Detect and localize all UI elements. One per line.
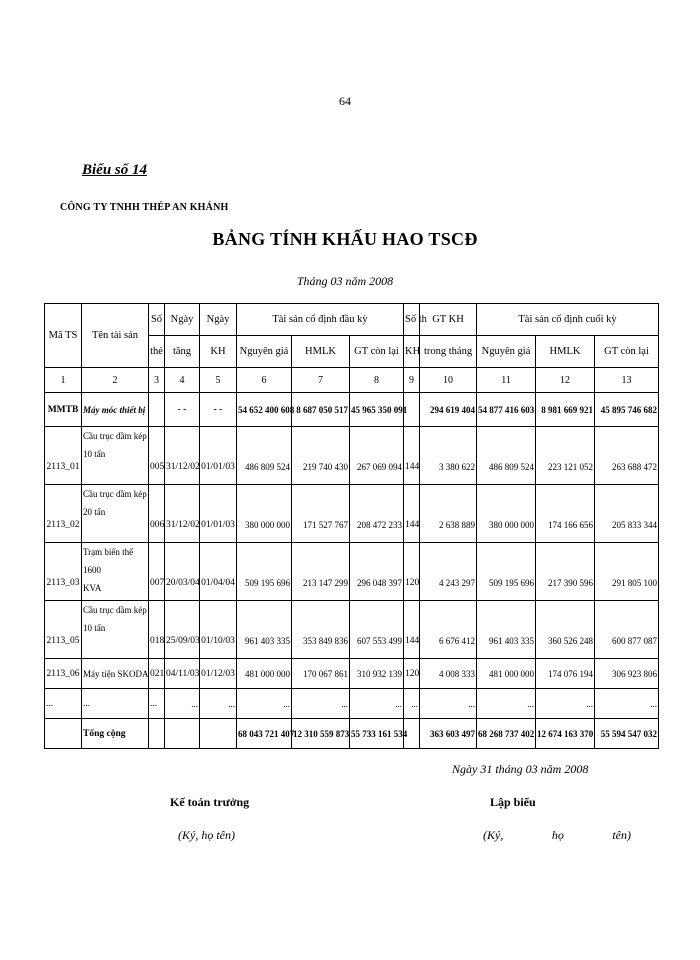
asset-name <box>82 485 149 543</box>
asset-name <box>82 543 149 601</box>
report-title: BẢNG TÍNH KHẤU HAO TSCĐ <box>212 229 478 249</box>
opening-accum-dep: 170 067 861 <box>292 659 350 689</box>
table-row <box>45 659 659 689</box>
column-index: 3 <box>149 368 165 393</box>
column-index: 12 <box>536 368 595 393</box>
total-opening-cost: 68 043 721 407 <box>237 719 292 749</box>
increase-date: 25/09/03 <box>165 601 200 659</box>
opening-accum-dep: 8 687 050 517 <box>292 393 350 427</box>
opening-net-value: 310 932 139 <box>350 659 404 689</box>
depreciation-table-container <box>44 303 658 749</box>
asset-code <box>45 719 82 749</box>
header-opening-assets: Tài sản cố định đầu kỳ <box>237 304 404 336</box>
header-increase-date-bottom: tăng <box>165 336 200 368</box>
column-index: 4 <box>165 368 200 393</box>
opening-net-value: 267 069 094 <box>350 427 404 485</box>
column-index: 1 <box>45 368 82 393</box>
header-row-1 <box>45 304 659 336</box>
form-number: Biểu số 14 <box>82 162 148 178</box>
asset-name-line-2: 10 tấn <box>83 623 106 633</box>
total-opening-net-value: 55 733 161 534 <box>350 719 404 749</box>
closing-cost: 486 809 524 <box>477 427 536 485</box>
dep-years: ... <box>404 689 420 719</box>
page-number: 64 <box>339 94 351 108</box>
asset-code: MMTB <box>45 393 82 427</box>
dep-years: 144 <box>404 427 420 485</box>
closing-net-value: 600 877 087 <box>595 601 659 659</box>
preparer-sign-note <box>483 828 631 843</box>
closing-net-value: 263 688 472 <box>595 427 659 485</box>
asset-code: ... <box>45 689 82 719</box>
total-closing-cost: 68 268 737 402 <box>477 719 536 749</box>
preparer-sign-note-part: tên) <box>612 828 631 842</box>
asset-name-line-2: 20 tấn <box>83 507 106 517</box>
table-row-group <box>45 393 659 427</box>
preparer-sign-note-part: (Ký, <box>483 828 504 842</box>
report-period: Tháng 03 năm 2008 <box>296 274 394 288</box>
card-no: 006 <box>149 485 165 543</box>
monthly-dep: 294 619 404 <box>420 393 477 427</box>
table-row-total <box>45 719 659 749</box>
closing-cost: 509 195 696 <box>477 543 536 601</box>
asset-name <box>82 601 149 659</box>
header-opening-accum-dep: HMLK <box>292 336 350 368</box>
card-no <box>149 393 165 427</box>
chief-accountant-sign-note: (Ký, họ tên) <box>178 828 235 842</box>
closing-cost: 961 403 335 <box>477 601 536 659</box>
dep-start-date: 01/01/03 <box>200 485 237 543</box>
table-row <box>45 601 659 659</box>
opening-cost: 380 000 000 <box>237 485 292 543</box>
card-no: ... <box>149 689 165 719</box>
closing-cost: 380 000 000 <box>477 485 536 543</box>
column-index: 8 <box>350 368 404 393</box>
header-closing-assets: Tài sản cố định cuối kỳ <box>477 304 659 336</box>
increase-date: 31/12/02 <box>165 427 200 485</box>
dep-start-date: 01/01/03 <box>200 427 237 485</box>
opening-cost: 481 000 000 <box>237 659 292 689</box>
column-index: 11 <box>477 368 536 393</box>
closing-cost: ... <box>477 689 536 719</box>
header-dep-years-top: Số th <box>404 304 420 336</box>
table-row <box>45 485 659 543</box>
opening-net-value: 607 553 499 <box>350 601 404 659</box>
opening-accum-dep: 353 849 836 <box>292 601 350 659</box>
header-closing-cost: Nguyên giá <box>477 336 536 368</box>
total-opening-accum-dep: 12 310 559 873 <box>292 719 350 749</box>
monthly-dep: 4 008 333 <box>420 659 477 689</box>
dep-start-date: ... <box>200 689 237 719</box>
column-index-row <box>45 368 659 393</box>
column-index: 13 <box>595 368 659 393</box>
column-index: 2 <box>82 368 149 393</box>
asset-name: Máy móc thiết bị <box>82 393 149 427</box>
monthly-dep: 6 676 412 <box>420 601 477 659</box>
total-closing-accum-dep: 12 674 163 370 <box>536 719 595 749</box>
monthly-dep: 4 243 297 <box>420 543 477 601</box>
asset-code: 2113_03 <box>45 543 82 601</box>
opening-cost: ... <box>237 689 292 719</box>
dep-years: 144 <box>404 485 420 543</box>
increase-date: 31/12/02 <box>165 485 200 543</box>
card-no: 007 <box>149 543 165 601</box>
column-index: 7 <box>292 368 350 393</box>
asset-name-line-1: Cầu trục dầm kép <box>83 431 147 441</box>
opening-cost: 961 403 335 <box>237 601 292 659</box>
table-row <box>45 427 659 485</box>
closing-accum-dep: 223 121 052 <box>536 427 595 485</box>
opening-cost: 54 652 400 608 <box>237 393 292 427</box>
header-asset-name: Tên tài sản <box>82 304 149 368</box>
closing-accum-dep: 174 076 194 <box>536 659 595 689</box>
increase-date <box>165 719 200 749</box>
asset-name: ... <box>82 689 149 719</box>
card-no <box>149 719 165 749</box>
depreciation-table <box>44 303 659 749</box>
increase-date: ... <box>165 689 200 719</box>
dep-start-date: 01/12/03 <box>200 659 237 689</box>
opening-cost: 509 195 696 <box>237 543 292 601</box>
header-card-no-top: Số <box>149 304 165 336</box>
preparer-sign-note-part: họ <box>551 828 564 842</box>
opening-net-value: ... <box>350 689 404 719</box>
total-monthly-dep: 363 603 497 <box>420 719 477 749</box>
column-index: 10 <box>420 368 477 393</box>
card-no: 005 <box>149 427 165 485</box>
opening-accum-dep: 213 147 299 <box>292 543 350 601</box>
monthly-dep: 3 380 622 <box>420 427 477 485</box>
closing-net-value: 291 805 100 <box>595 543 659 601</box>
header-asset-code: Mã TS <box>45 304 82 368</box>
opening-cost: 486 809 524 <box>237 427 292 485</box>
header-opening-net-value: GT còn lại <box>350 336 404 368</box>
header-closing-net-value: GT còn lại <box>595 336 659 368</box>
asset-name: Máy tiện SKODA <box>82 659 149 689</box>
header-monthly-dep-bottom: trong tháng <box>420 336 477 368</box>
opening-net-value: 208 472 233 <box>350 485 404 543</box>
asset-code: 2113_01 <box>45 427 82 485</box>
dep-start-date <box>200 719 237 749</box>
header-closing-accum-dep: HMLK <box>536 336 595 368</box>
asset-name-line-2: KVA <box>83 583 102 593</box>
asset-name-line-1: Trạm biến thế 1600 <box>83 547 134 575</box>
closing-net-value: 45 895 746 682 <box>595 393 659 427</box>
closing-accum-dep: 8 981 669 921 <box>536 393 595 427</box>
dep-years: 120 <box>404 543 420 601</box>
closing-accum-dep: 174 166 656 <box>536 485 595 543</box>
asset-name <box>82 427 149 485</box>
card-no: 021 <box>149 659 165 689</box>
header-increase-date-top: Ngày <box>165 304 200 336</box>
asset-name-line-1: Cầu trục dầm kép <box>83 489 147 499</box>
dep-start-date: - - <box>200 393 237 427</box>
opening-accum-dep: 219 740 430 <box>292 427 350 485</box>
dep-years: 144 <box>404 601 420 659</box>
total-label: Tổng cộng <box>82 719 149 749</box>
increase-date: 04/11/03 <box>165 659 200 689</box>
closing-net-value: 306 923 806 <box>595 659 659 689</box>
closing-accum-dep: ... <box>536 689 595 719</box>
asset-code: 2113_06 <box>45 659 82 689</box>
column-index: 6 <box>237 368 292 393</box>
total-closing-net-value: 55 594 547 032 <box>595 719 659 749</box>
header-dep-date-bottom: KH <box>200 336 237 368</box>
column-index: 5 <box>200 368 237 393</box>
monthly-dep: ... <box>420 689 477 719</box>
increase-date: 20/03/04 <box>165 543 200 601</box>
column-index: 9 <box>404 368 420 393</box>
closing-accum-dep: 217 390 596 <box>536 543 595 601</box>
closing-net-value: ... <box>595 689 659 719</box>
chief-accountant-title: Kế toán trưởng <box>170 795 250 809</box>
table-row-ellipsis <box>45 689 659 719</box>
dep-years: 120 <box>404 659 420 689</box>
company-name: CÔNG TY TNHH THÉP AN KHÁNH <box>60 202 229 213</box>
dep-start-date: 01/10/03 <box>200 601 237 659</box>
table-row <box>45 543 659 601</box>
closing-cost: 481 000 000 <box>477 659 536 689</box>
asset-name-line-1: Cầu trục dầm kép <box>83 605 147 615</box>
opening-accum-dep: ... <box>292 689 350 719</box>
closing-cost: 54 877 416 603 <box>477 393 536 427</box>
dep-start-date: 01/04/04 <box>200 543 237 601</box>
header-card-no-bottom: thẻ <box>149 336 165 368</box>
header-dep-date-top: Ngày <box>200 304 237 336</box>
increase-date: - - <box>165 393 200 427</box>
preparer-title: Lập biểu <box>490 795 536 809</box>
asset-code: 2113_05 <box>45 601 82 659</box>
closing-accum-dep: 360 526 248 <box>536 601 595 659</box>
opening-net-value: 296 048 397 <box>350 543 404 601</box>
signature-date: Ngày 31 tháng 03 năm 2008 <box>452 762 589 776</box>
asset-name-line-2: 10 tấn <box>83 449 106 459</box>
opening-net-value: 45 965 350 091 <box>350 393 404 427</box>
opening-accum-dep: 171 527 767 <box>292 485 350 543</box>
card-no: 018 <box>149 601 165 659</box>
header-monthly-dep-top: GT KH <box>420 304 477 336</box>
header-dep-years-bottom: KH <box>404 336 420 368</box>
header-opening-cost: Nguyên giá <box>237 336 292 368</box>
asset-code: 2113_02 <box>45 485 82 543</box>
monthly-dep: 2 638 889 <box>420 485 477 543</box>
closing-net-value: 205 833 344 <box>595 485 659 543</box>
